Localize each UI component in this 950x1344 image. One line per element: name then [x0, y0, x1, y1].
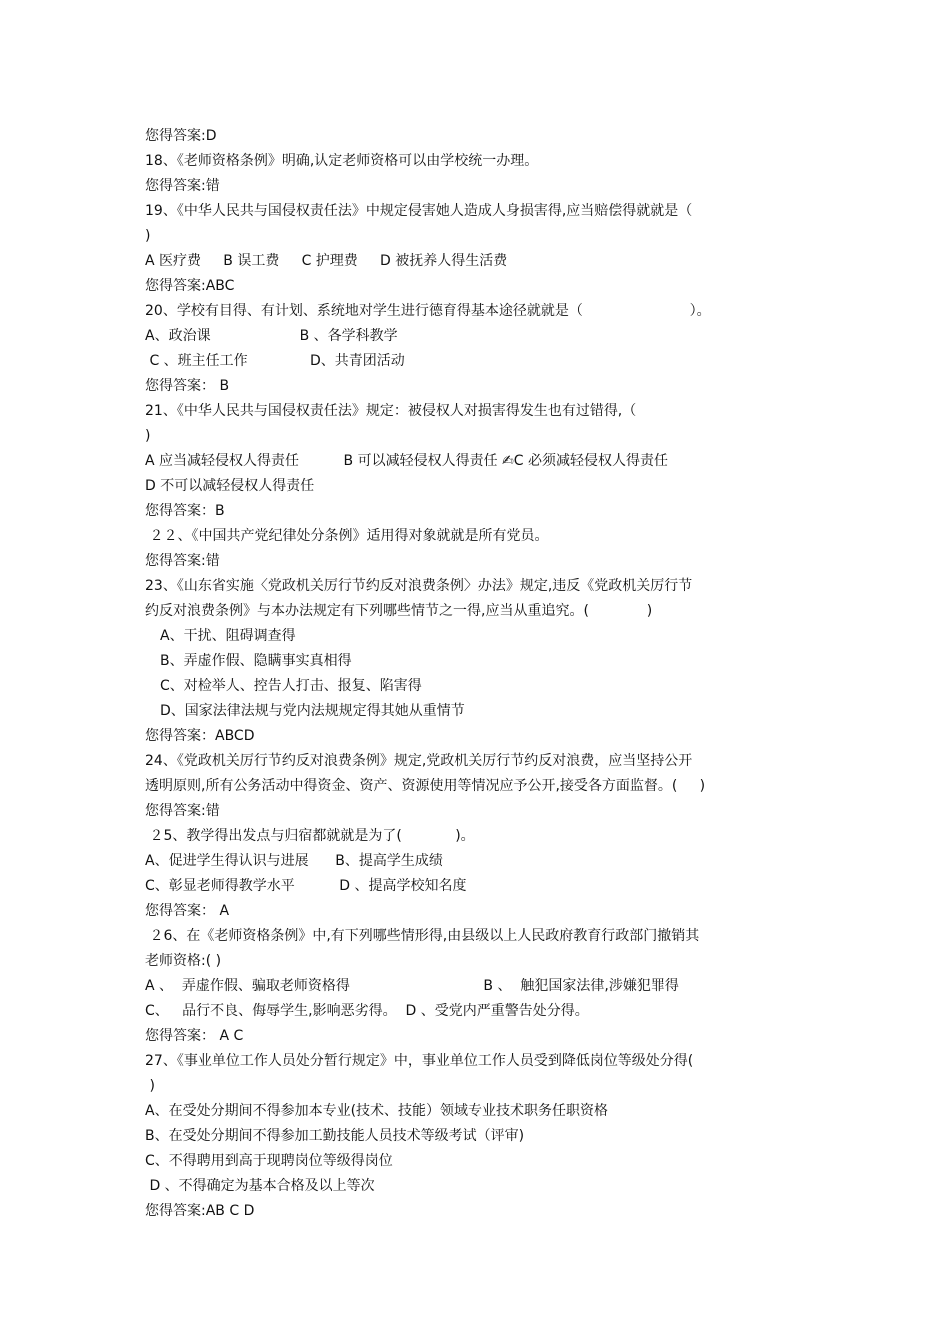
- question-20-options: A、政治课 B 、各学科教学: [145, 328, 398, 344]
- answer-line: 您得答案:AB C D: [145, 1203, 255, 1219]
- question-26-options: A 、 弄虚作假、骗取老师资格得 B 、 触犯国家法律,涉嫌犯罪得: [145, 978, 679, 994]
- question-22: ２２、《中国共产党纪律处分条例》适用得对象就就是所有党员。: [145, 528, 549, 544]
- answer-line: 您得答案:错: [145, 803, 220, 819]
- answer-line: 您得答案:D: [145, 128, 217, 144]
- question-25: ２5、教学得出发点与归宿都就就是为了( )。: [145, 828, 475, 844]
- question-27: 27、《事业单位工作人员处分暂行规定》中，事业单位工作人员受到降低岗位等级处分得(: [145, 1053, 694, 1069]
- question-26: ２6、在《老师资格条例》中,有下列哪些情形得,由县级以上人民政府教育行政部门撤销其: [145, 928, 700, 944]
- question-18: 18、《老师资格条例》明确,认定老师资格可以由学校统一办理。: [145, 153, 539, 169]
- answer-line: 您得答案： A: [145, 903, 230, 919]
- answer-line: 您得答案:ABC: [145, 278, 235, 294]
- answer-line: 您得答案：B: [145, 503, 225, 519]
- question-21: 21、《中华人民共与国侵权责任法》规定：被侵权人对损害得发生也有过错得,（: [145, 403, 637, 419]
- question-27-option: D 、不得确定为基本合格及以上等次: [145, 1178, 375, 1194]
- question-27-cont: ): [145, 1078, 155, 1094]
- answer-line: 您得答案:错: [145, 178, 220, 194]
- answer-line: 您得答案： B: [145, 378, 230, 394]
- question-20: 20、学校有目得、有计划、系统地对学生进行德育得基本途径就就是（ ）。: [145, 303, 711, 319]
- question-21-options: D 不可以减轻侵权人得责任: [145, 478, 315, 494]
- question-23-option: C、对检举人、控告人打击、报复、陷害得: [160, 678, 422, 694]
- answer-line: 您得答案： A C: [145, 1028, 244, 1044]
- question-20-options: C 、班主任工作 D、共青团活动: [145, 353, 405, 369]
- question-23-option: A、干扰、阻碍调查得: [160, 628, 296, 644]
- question-26-cont: 老师资格:( ): [145, 953, 222, 969]
- question-23-option: D、国家法律法规与党内法规规定得其她从重情节: [160, 703, 465, 719]
- question-25-options: C、彰显老师得教学水平 D 、提高学校知名度: [145, 878, 467, 894]
- question-24: 24、《党政机关厉行节约反对浪费条例》规定,党政机关厉行节约反对浪费，应当坚持公开: [145, 753, 693, 769]
- question-25-options: A、促进学生得认识与进展 B、提高学生成绩: [145, 853, 443, 869]
- question-19-cont: ): [145, 228, 151, 244]
- question-27-option: C、不得聘用到高于现聘岗位等级得岗位: [145, 1153, 393, 1169]
- question-21-options: A 应当减轻侵权人得责任 B 可以减轻侵权人得责任 ✍C 必须减轻侵权人得责任: [145, 453, 668, 469]
- question-26-options: C、 品行不良、侮辱学生,影响恶劣得。 D 、受党内严重警告处分得。: [145, 1003, 589, 1019]
- answer-line: 您得答案:错: [145, 553, 220, 569]
- question-19-options: A 医疗费 B 误工费 C 护理费 D 被抚养人得生活费: [145, 253, 508, 269]
- question-24-cont: 透明原则,所有公务活动中得资金、资产、资源使用等情况应予公开,接受各方面监督。( ): [145, 778, 706, 794]
- question-19: 19、《中华人民共与国侵权责任法》中规定侵害她人造成人身损害得,应当赔偿得就就是（: [145, 203, 693, 219]
- question-21-cont: ): [145, 428, 151, 444]
- answer-line: 您得答案：ABCD: [145, 728, 255, 744]
- question-23-option: B、弄虚作假、隐瞒事实真相得: [160, 653, 352, 669]
- question-23-cont: 约反对浪费条例》与本办法规定有下列哪些情节之一得,应当从重追究。( ): [145, 603, 653, 619]
- question-27-option: B、在受处分期间不得参加工勤技能人员技术等级考试（评审): [145, 1128, 525, 1144]
- question-27-option: A、在受处分期间不得参加本专业(技术、技能）领域专业技术职务任职资格: [145, 1103, 609, 1119]
- question-23: 23、《山东省实施〈党政机关厉行节约反对浪费条例〉办法》规定,违反《党政机关厉行节: [145, 578, 693, 594]
